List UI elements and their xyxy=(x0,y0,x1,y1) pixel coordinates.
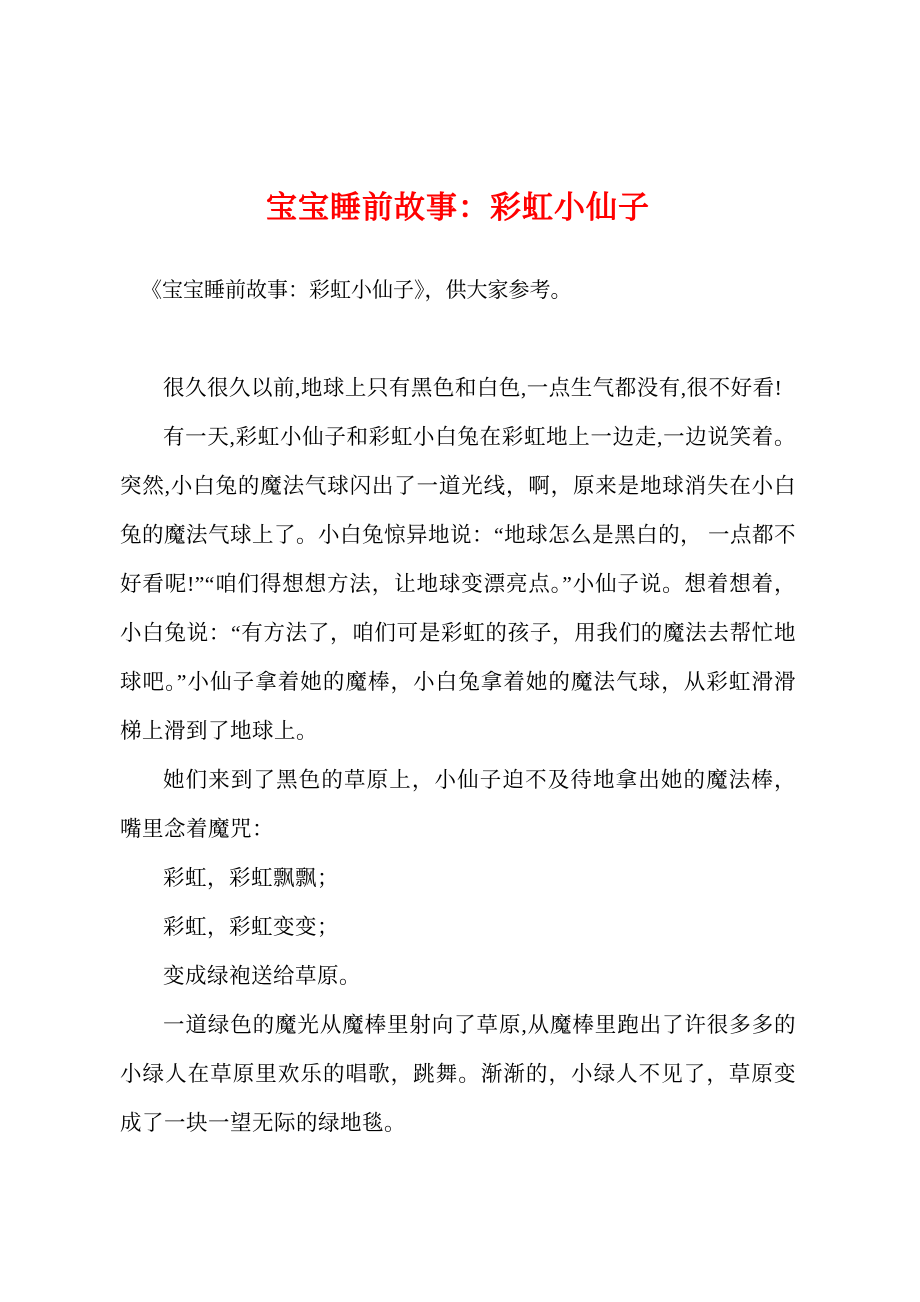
story-paragraph: 彩虹，彩虹变变； xyxy=(163,915,340,939)
story-body xyxy=(120,364,796,1148)
intro-line: 《宝宝睡前故事：彩虹小仙子》，供大家参考。 xyxy=(141,278,572,302)
story-paragraph: 有一天,彩虹小仙子和彩虹小白兔在彩虹地上一边走,一边说笑着。突然,小白兔的魔法气球闪出了一道光线，啊，原来是地球消失在小白兔的魔法气球上了。小白兔惊异地说：“地球怎么是黑白的， 一点都不好看呢!”“咱们得想想方法，让地球变漂亮点。”小仙子说。想着想着，小白兔说：“有方法了，咱们可是彩虹的孩子，用我们的魔法去帮忙地球吧。”小仙子拿着她的魔棒，小白兔拿着她的魔法气球，从彩虹滑滑梯上滑到了地球上。 xyxy=(120,425,796,743)
story-paragraph: 她们来到了黑色的草原上，小仙子迫不及待地拿出她的魔法棒，嘴里念着魔咒： xyxy=(120,768,796,841)
document-title: 宝宝睡前故事：彩虹小仙子 xyxy=(266,190,650,225)
story-paragraph: 很久很久以前,地球上只有黑色和白色,一点生气都没有,很不好看! xyxy=(163,376,783,400)
story-paragraph: 一道绿色的魔光从魔棒里射向了草原,从魔棒里跑出了许很多多的小绿人在草原里欢乐的唱歌，跳舞。渐渐的，小绿人不见了，草原变成了一块一望无际的绿地毯。 xyxy=(120,1013,796,1135)
story-paragraph: 彩虹，彩虹飘飘； xyxy=(163,866,340,890)
story-paragraph: 变成绿袍送给草原。 xyxy=(163,964,362,988)
